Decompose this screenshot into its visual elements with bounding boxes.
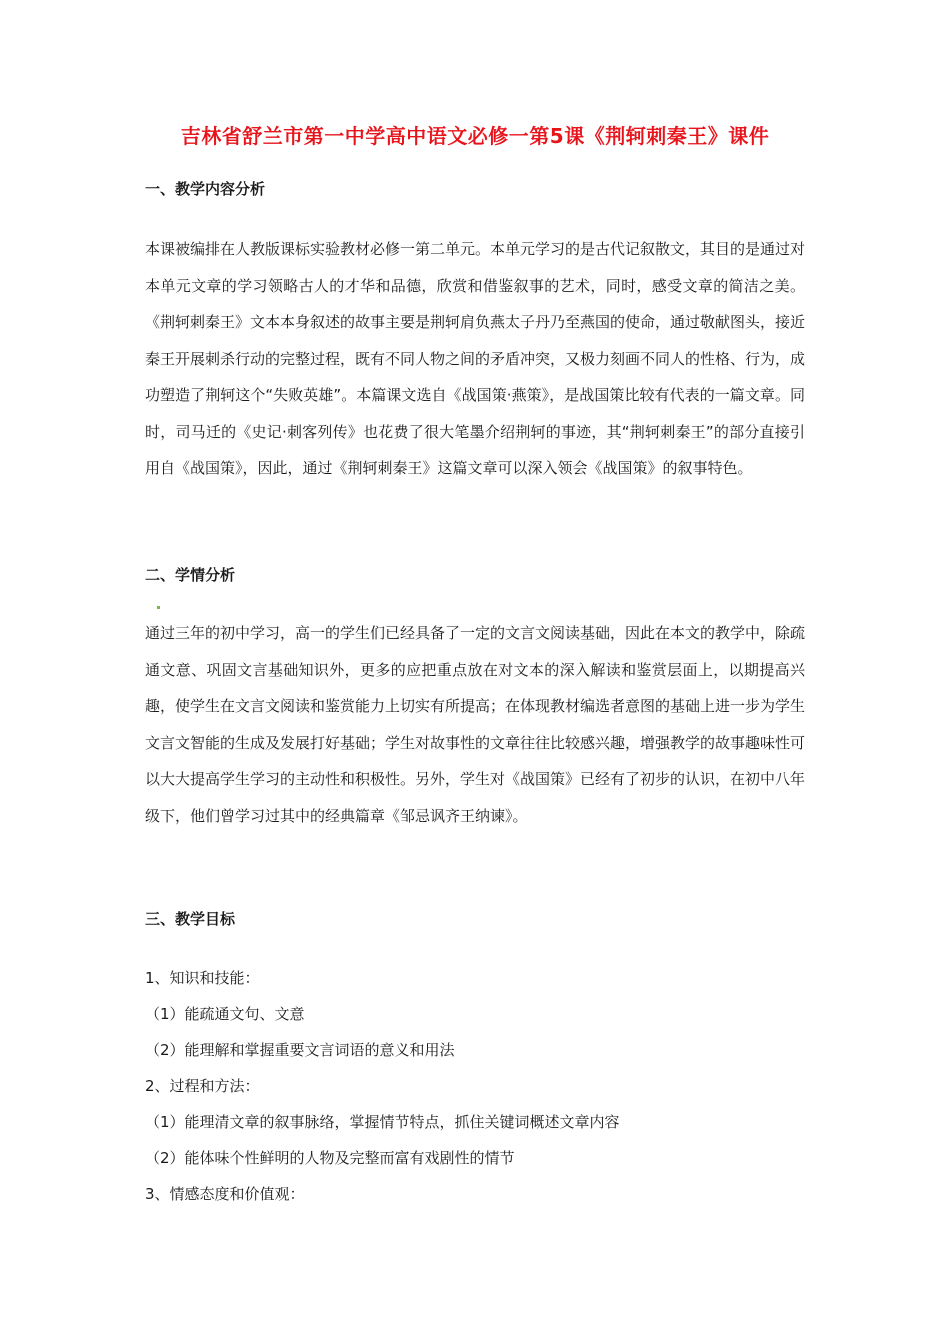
document-title: 吉林省舒兰市第一中学高中语文必修一第5课《荆轲刺秦王》课件	[180, 124, 770, 148]
goal-item: （1）能疏通文句、文意	[145, 1005, 305, 1023]
goal-item: 3、情感态度和价值观：	[145, 1185, 305, 1203]
goal-item: （2）能体味个性鲜明的人物及完整而富有戏剧性的情节	[145, 1149, 515, 1167]
section-heading-content-analysis: 一、教学内容分析	[145, 180, 266, 198]
section-heading-teaching-goals: 三、教学目标	[145, 910, 236, 928]
paragraph-student-analysis: 通过三年的初中学习，高一的学生们已经具备了一定的文言文阅读基础，因此在本文的教学中，除疏通文意、巩固文言基础知识外，更多的应把重点放在对文本的深入解读和鉴赏层面上，以期提高兴趣，使学生在文言文阅读和鉴赏能力上切实有所提高；在体现教材编选者意图的基础上进一步为学生文言文智能的生成及发展打好基础；学生对故事性的文章往往比较感兴趣，增强教学的故事趣味性可以大大提高学生学习的主动性和积极性。另外，学生对《战国策》已经有了初步的认识，在初中八年级下，他们曾学习过其中的经典篇章《邹忌讽齐王纳谏》。	[145, 624, 806, 825]
section-heading-student-analysis: 二、学情分析	[145, 566, 236, 584]
goal-item: （1）能理清文章的叙事脉络，掌握情节特点，抓住关键词概述文章内容	[145, 1113, 620, 1131]
marker-dot	[157, 606, 160, 609]
goal-item: 1、知识和技能：	[145, 969, 260, 987]
goal-item: （2）能理解和掌握重要文言词语的意义和用法	[145, 1041, 455, 1059]
paragraph-content-analysis: 本课被编排在人教版课标实验教材必修一第二单元。本单元学习的是古代记叙散文，其目的是通过对本单元文章的学习领略古人的才华和品德，欣赏和借鉴叙事的艺术，同时，感受文章的简洁之美。《荆轲刺秦王》文本本身叙述的故事主要是荆轲肩负燕太子丹乃至燕国的使命，通过敬献图头，接近秦王开展刺杀行动的完整过程，既有不同人物之间的矛盾冲突，又极力刻画不同人的性格、行为，成功塑造了荆轲这个“失败英雄”。本篇课文选自《战国策·燕策》，是战国策比较有代表的一篇文章。同时，司马迁的《史记·刺客列传》也花费了很大笔墨介绍荆轲的事迹，其“荆轲刺秦王”的部分直接引用自《战国策》，因此，通过《荆轲刺秦王》这篇文章可以深入领会《战国策》的叙事特色。	[145, 240, 806, 477]
goal-item: 2、过程和方法：	[145, 1077, 260, 1095]
